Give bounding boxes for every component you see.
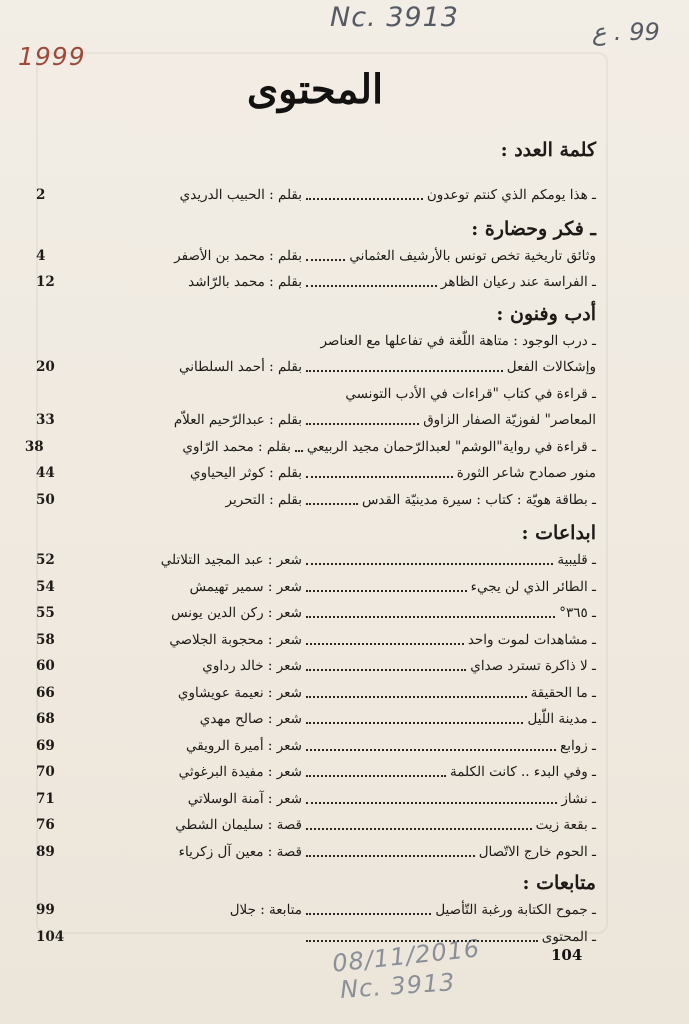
entry-author: بقلم : محمد بالرّاشد — [188, 274, 302, 291]
entry-title: ـ نشاز — [561, 790, 596, 807]
entry-page-number: 99 — [36, 902, 55, 919]
entry-author: شعر : آمنة الوسلاتي — [187, 790, 302, 807]
dot-leader — [306, 722, 523, 724]
entry-page-number: 12 — [36, 274, 55, 291]
entry-title: ـ مشاهدات لموت واحد — [467, 631, 596, 648]
entry-author: شعر : عبد المجيد التلاتلي — [160, 552, 302, 569]
dot-leader — [306, 855, 475, 857]
toc-entry — [36, 924, 596, 951]
entry-page-number: 20 — [36, 359, 55, 376]
entry-page-number: 89 — [36, 843, 55, 860]
entry-page-number: 71 — [36, 790, 55, 807]
dot-leader — [306, 828, 532, 830]
entry-page-number: 54 — [36, 578, 55, 595]
entry-author: شعر : محجوبة الجلاصي — [169, 631, 302, 648]
page-title: المحتوى — [246, 66, 384, 113]
entry-page-number: 4 — [36, 247, 46, 264]
toc-entry — [36, 759, 596, 786]
dot-leader — [306, 775, 446, 777]
entry-page-number: 76 — [36, 817, 55, 834]
toc-entry — [36, 182, 596, 209]
entry-title: ـ وفي البدء .. كانت الكلمة — [450, 764, 596, 781]
dot-leader — [306, 802, 557, 804]
entry-page-number: 33 — [36, 412, 55, 429]
entry-title: ـ زوابع — [560, 737, 596, 754]
entry-author: متابعة : جلال — [229, 902, 302, 919]
entry-title: وثائق تاريخية تخص تونس بالأرشيف العثماني — [349, 247, 596, 264]
toc-entry — [36, 627, 596, 654]
entry-page-number: 70 — [36, 764, 55, 781]
toc-entry — [36, 381, 596, 408]
entry-author: بقلم : محمد الرّاوي — [182, 438, 291, 455]
toc-entry — [36, 839, 596, 866]
entry-title: ـ ما الحقيقة — [530, 684, 596, 701]
toc-entry — [36, 812, 596, 839]
entry-page-number: 50 — [36, 491, 55, 508]
entry-author: بقلم : عبدالرّحيم العلاّم — [173, 412, 302, 429]
handwritten-date-stamp: 08/11/2016 — [330, 934, 482, 978]
section-heading: كلمة العدد : — [500, 139, 596, 161]
entry-title: ـ قراءة في كتاب "قراءات في الأدب التونسي — [345, 385, 596, 402]
entry-author: شعر : ركن الدين يونس — [171, 605, 302, 622]
dot-leader — [306, 643, 464, 645]
dot-leader — [306, 476, 453, 478]
entry-page-number: 58 — [36, 631, 55, 648]
toc-entry — [36, 733, 596, 760]
entry-page-number: 44 — [36, 465, 55, 482]
toc-entry — [36, 354, 596, 381]
dot-leader — [306, 259, 345, 261]
toc-entry — [36, 653, 596, 680]
dot-leader — [306, 616, 555, 618]
entry-author: شعر : صالح مهدي — [199, 711, 302, 728]
toc-entry — [36, 786, 596, 813]
entry-page-number: 69 — [36, 737, 55, 754]
entry-author: بقلم : أحمد السلطاني — [178, 359, 302, 376]
entry-title: منور صمادح شاعر الثورة — [456, 465, 596, 482]
entry-title: ـ قراءة في رواية"الوشم" لعبدالرّحمان مجيد الربيعي — [306, 438, 596, 455]
entry-title: ـ بطاقة هويّة : كتاب : سيرة مدينيّة القدس — [361, 491, 596, 508]
entry-title: وإشكالات الفعل — [506, 359, 596, 376]
toc-entry — [36, 407, 596, 434]
entry-page-number: 55 — [36, 605, 55, 622]
entry-title: ـ الحوم خارج الاتّصال — [478, 843, 596, 860]
entry-page-number: 66 — [36, 684, 55, 701]
dot-leader — [306, 198, 423, 200]
dot-leader — [306, 749, 556, 751]
section-heading: متابعات : — [522, 872, 596, 894]
entry-page-number: 68 — [36, 711, 55, 728]
entry-author: بقلم : التحرير — [225, 491, 302, 508]
toc-entry — [36, 897, 596, 924]
entry-author: شعر : سمير تهيمش — [189, 578, 302, 595]
handwritten-call-number-top: Nc. 3913 — [330, 2, 459, 33]
entry-author: شعر : أميرة الرويقي — [186, 737, 302, 754]
entry-author: بقلم : الحبيب الدريدي — [179, 187, 302, 204]
dot-leader — [306, 669, 466, 671]
toc-entry — [36, 269, 596, 296]
entry-title: ـ درب الوجود : متاهة اللّغة في تفاعلها مع العناصر — [320, 332, 596, 349]
toc-entry — [36, 600, 596, 627]
entry-title: ـ هذا يومكم الذي كنتم توعدون — [426, 187, 596, 204]
entry-title: ـ لا ذاكرة تسترد صداي — [470, 658, 596, 675]
entry-author: شعر : نعيمة عويشاوي — [177, 684, 302, 701]
toc-entry — [24, 434, 596, 461]
section-heading: أدب وفنون : — [496, 302, 596, 325]
entry-page-number: 52 — [36, 552, 55, 569]
entry-page-number: 104 — [36, 928, 65, 945]
toc-entry — [36, 706, 596, 733]
dot-leader — [306, 590, 467, 592]
dot-leader — [306, 503, 358, 505]
entry-title: ـ جموح الكتابة ورغبة التّأصيل — [435, 902, 596, 919]
dot-leader — [306, 423, 419, 425]
entry-title: المعاصر" لفوزيّة الصفار الزاوق — [423, 412, 596, 429]
toc-entry — [36, 487, 596, 514]
handwritten-call-number-bottom: Nc. 3913 — [339, 968, 457, 1004]
entry-page-number: 60 — [36, 658, 55, 675]
entry-author: بقلم : كوثر اليحياوي — [190, 465, 302, 482]
dot-leader — [306, 696, 527, 698]
entry-author: قصة : سليمان الشطي — [175, 817, 302, 834]
toc-entry — [36, 547, 596, 574]
toc-entry — [36, 243, 596, 270]
dot-leader — [306, 940, 538, 942]
dot-leader — [306, 913, 431, 915]
toc-entry — [36, 460, 596, 487]
entry-title: ـ قليبية — [557, 552, 596, 569]
entry-title: ـ الفراسة عند رعيان الظاهر — [440, 274, 596, 291]
entry-title: ـ الطائر الذي لن يجيء — [470, 578, 596, 595]
toc-entry — [36, 574, 596, 601]
entry-title: ـ ٣٦٥° — [559, 605, 596, 622]
dot-leader — [306, 563, 553, 565]
dot-leader — [306, 370, 503, 372]
entry-author: شعر : مفيدة البرغوثي — [178, 764, 302, 781]
entry-page-number: 2 — [36, 187, 46, 204]
entry-author: شعر : خالد رداوي — [202, 658, 302, 675]
table-of-contents — [24, 132, 596, 950]
page-number: 104 — [551, 946, 583, 964]
dot-leader — [306, 285, 437, 287]
toc-entry — [36, 328, 596, 355]
section-heading: ابداعات : — [521, 522, 596, 544]
handwritten-year: 1999 — [18, 42, 86, 71]
dot-leader — [295, 450, 303, 452]
entry-page-number: 38 — [24, 438, 44, 455]
section-heading: ـ فكر وحضارة : — [471, 217, 596, 240]
entry-title: ـ المحتوى — [541, 928, 596, 945]
entry-author: قصة : معين آل زكرياء — [178, 843, 302, 860]
entry-title: ـ بقعة زيت — [535, 817, 596, 834]
handwritten-corner-note: 99 . ع — [592, 18, 660, 46]
entry-title: ـ مدينة اللّيل — [527, 711, 596, 728]
toc-entry — [36, 680, 596, 707]
entry-author: بقلم : محمد بن الأصفر — [174, 247, 302, 264]
